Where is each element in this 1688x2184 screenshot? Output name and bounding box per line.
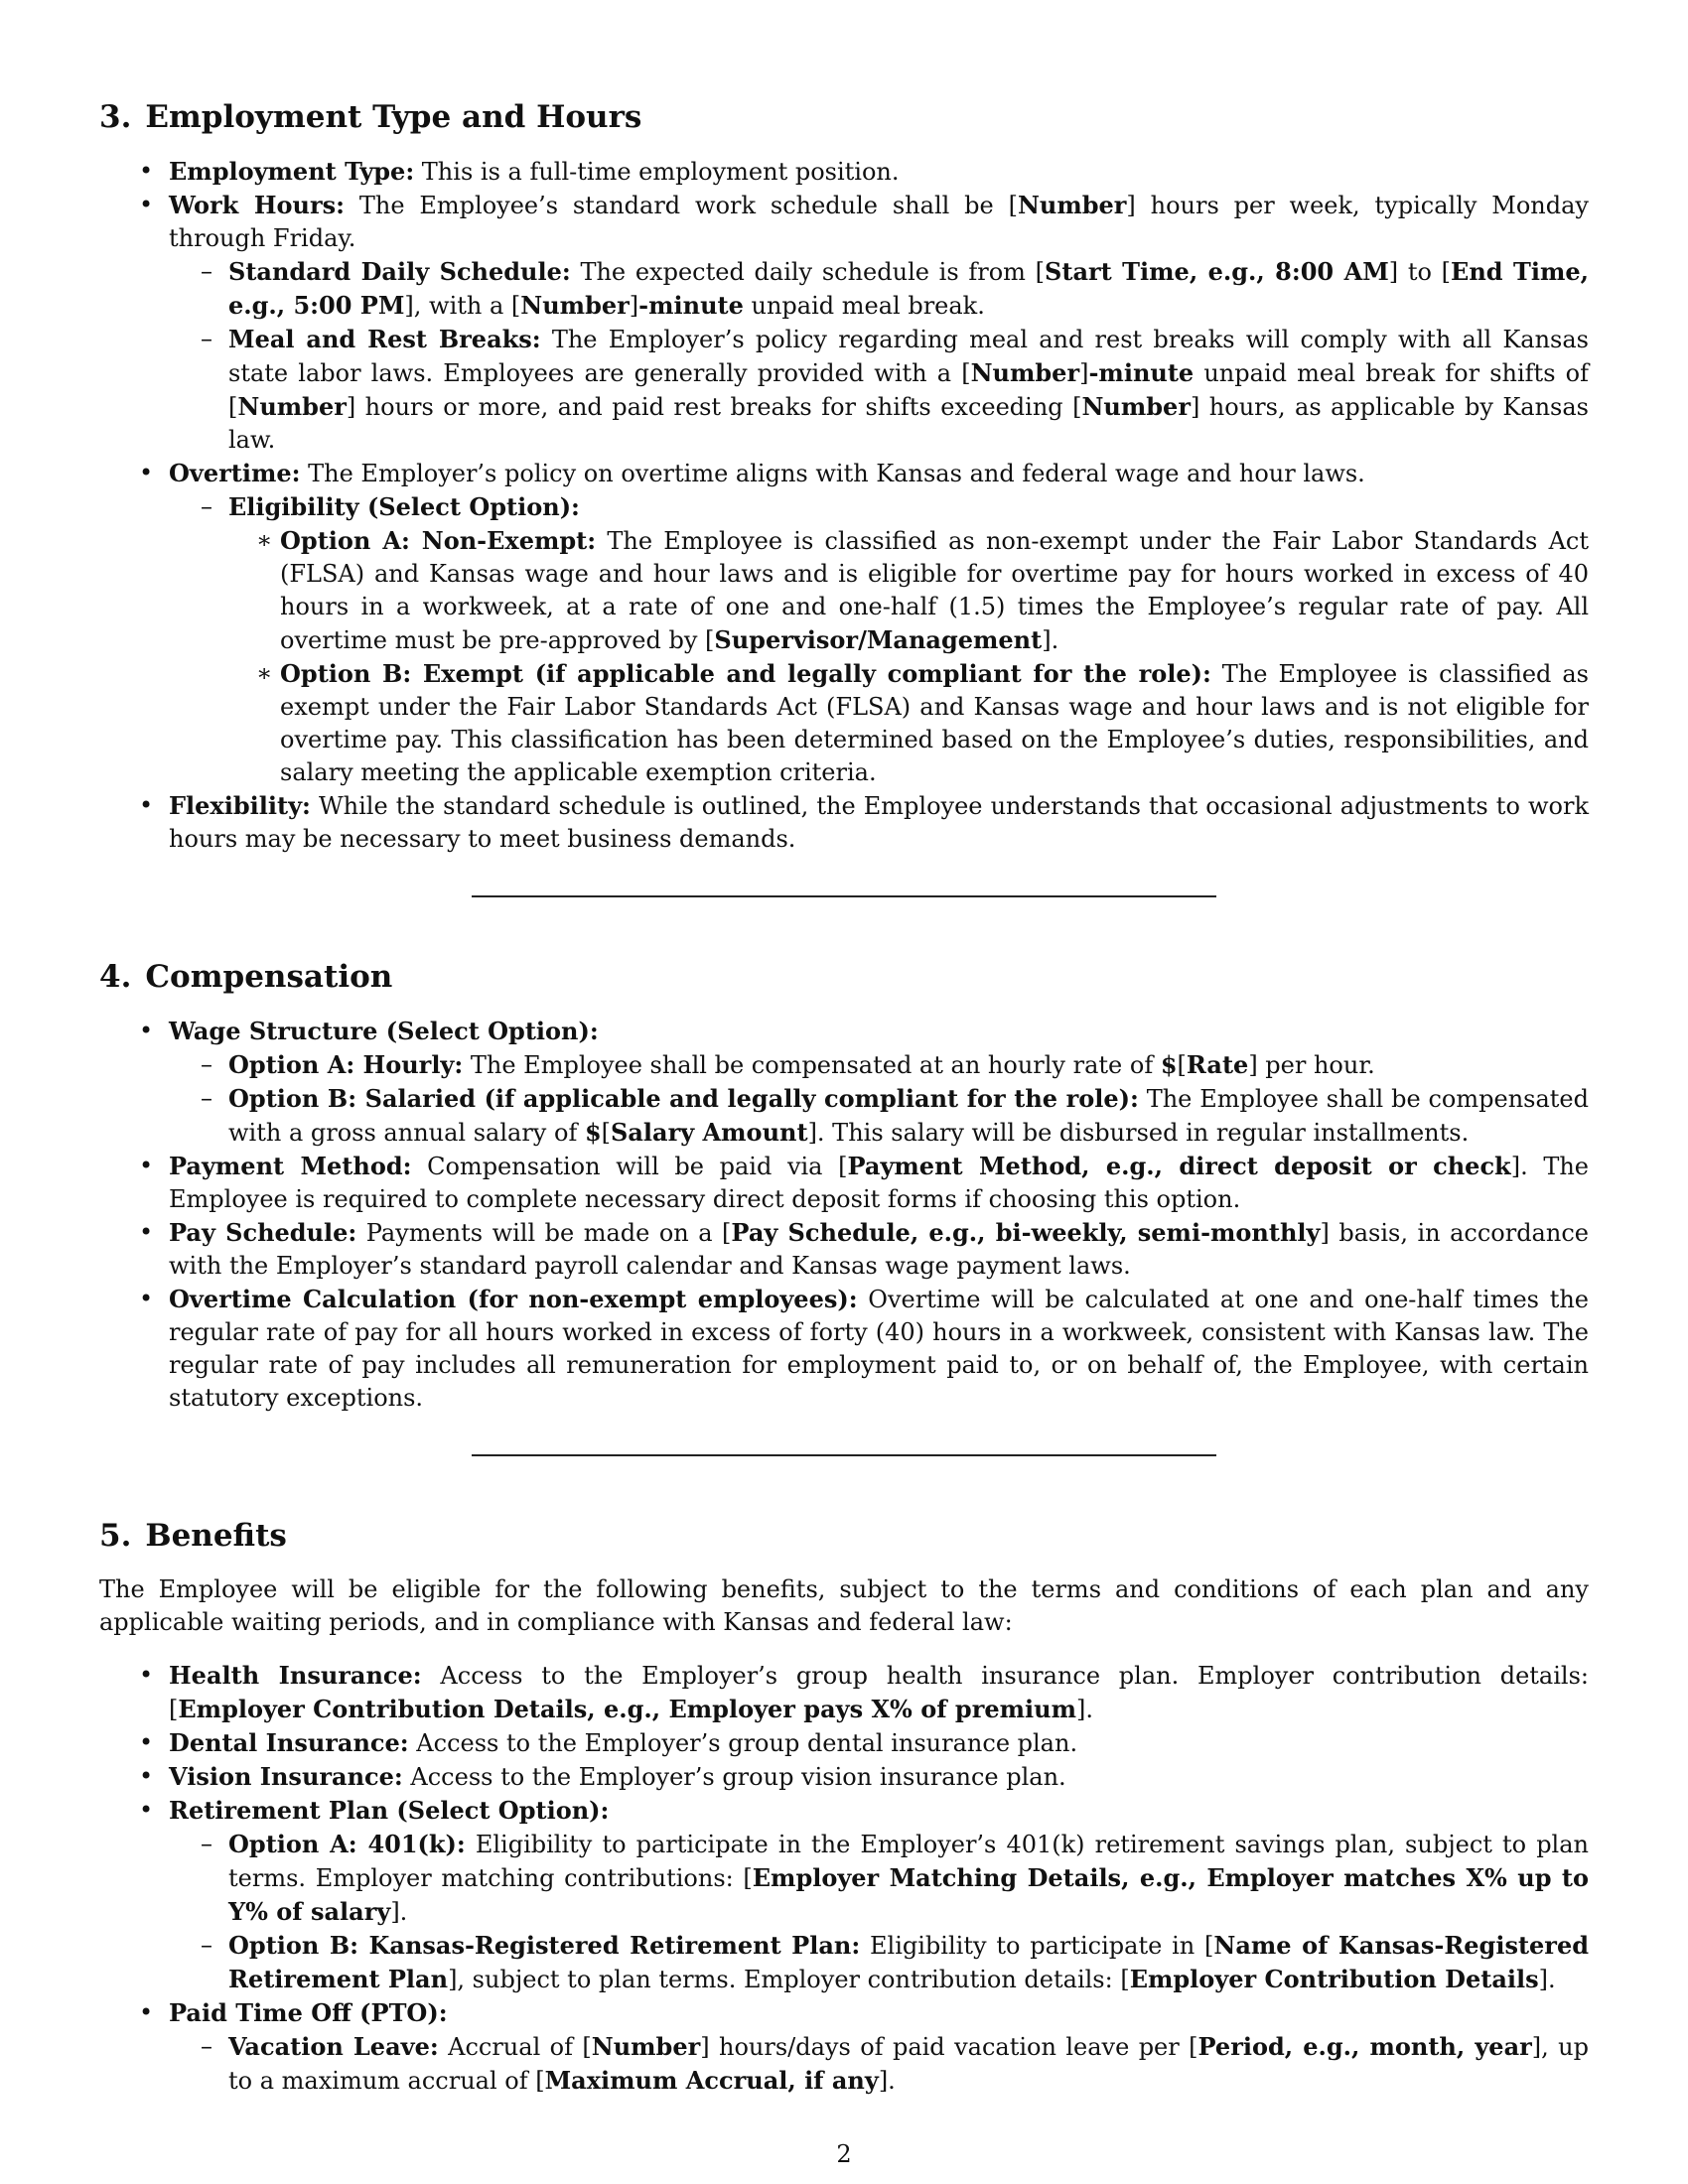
item-label: Retirement Plan (Select Option): (169, 1796, 610, 1825)
option-non-exempt (228, 524, 1589, 657)
option-hourly (169, 1048, 1589, 1082)
item-text: While the standard schedule is outlined, the Employee understands that occasional adjustments to work hours may be necessary to meet business demands. (169, 792, 1589, 853)
list-item-flexibility (99, 789, 1589, 856)
placeholder-field: Number (970, 358, 1080, 387)
item-text: ] to [ (1388, 258, 1452, 286)
list-item-employment-type (99, 155, 1589, 189)
item-text: ], up to a maximum accrual of [ (228, 2033, 1590, 2095)
item-label: Eligibility (Select Option): (228, 492, 580, 521)
placeholder-field: Number (1017, 191, 1127, 219)
item-text: The Employee is classified as exempt under the Fair Labor Standards Act (FLSA) and Kansas wage and hour laws and is not eligible for overtime pay. This classification has been determined based on the Employee’s duties, responsibilities, and salary meeting the applicable exemption criteria. (280, 660, 1589, 786)
item-text: Access to the Employer’s group health insurance plan. Employer contribution details: [ (169, 1662, 1589, 1723)
item-text: ], subject to plan terms. Employer contribution details: [ (448, 1966, 1130, 1993)
section-title: Benefits (145, 1518, 287, 1554)
benefits-intro: The Employee will be eligible for the following benefits, subject to the terms and conditions of each plan and any applicable waiting periods, and in compliance with Kansas and federal law: (99, 1575, 1589, 1636)
item-label: Employment Type: (169, 157, 415, 186)
item-text: Overtime will be calculated at one and one-half times the regular rate of pay for all hours worked in excess of forty (40) hours in a workweek, consistent with Kansas law. The regular rate of pay includes all remuneration for employment paid to, or on behalf of, the Employee, with certain statutory exceptions. (169, 1286, 1589, 1412)
item-label: Vacation Leave: (228, 2032, 439, 2061)
list-item-pay-schedule (99, 1216, 1589, 1283)
placeholder-field: Payment Method, e.g., direct deposit or check (847, 1152, 1511, 1180)
item-label: Wage Structure (Select Option): (169, 1017, 599, 1045)
placeholder-field: Number (237, 392, 347, 421)
placeholder-field: Rate (1186, 1050, 1249, 1079)
item-text: [ (601, 1119, 612, 1147)
item-text: Payments will be made on a [ (356, 1219, 732, 1247)
item-label: Overtime Calculation (for non-exempt employees): (169, 1285, 858, 1313)
retirement-options (169, 1828, 1589, 1996)
item-text: ]. (1042, 626, 1059, 654)
section-title: Compensation (145, 959, 393, 995)
placeholder-field: Salary Amount (611, 1118, 808, 1147)
placeholder-field: Employer Contribution Details, e.g., Employer pays X% of premium (178, 1695, 1076, 1723)
item-label: Vision Insurance: (169, 1762, 403, 1791)
page-number: 2 (836, 2140, 852, 2168)
section-4-list (99, 1015, 1589, 1415)
item-label: Standard Daily Schedule: (228, 257, 571, 286)
item-text: The Employee shall be compensated with a gross annual salary of (228, 1085, 1589, 1147)
item-text: ] basis, in accordance with the Employer’s standard payroll calendar and Kansas wage payment laws. (169, 1219, 1589, 1280)
item-text: ] hours, as applicable by Kansas law. (228, 393, 1589, 454)
item-text: Eligibility to participate in [ (860, 1932, 1214, 1960)
item-label: Option B: Salaried (if applicable and legally compliant for the role): (228, 1084, 1139, 1113)
list-item-work-hours (99, 189, 1589, 457)
item-text: ] hours per week, typically Monday through Friday. (169, 192, 1589, 252)
section-number: 5. (99, 1518, 132, 1554)
item-text: ]. (878, 2067, 896, 2095)
placeholder-field: End Time, e.g., 5:00 PM (228, 257, 1589, 320)
placeholder-field: Period, e.g., month, year (1197, 2032, 1532, 2061)
list-item-wage-structure (99, 1015, 1589, 1150)
item-text: Eligibility to participate in the Employer’s 401(k) retirement savings plan, subject to plan terms. Employer matching contributions: [ (228, 1831, 1590, 1892)
placeholder-field: Name of Kansas-Registered Retirement Plan (228, 1931, 1590, 1993)
currency-symbol: $ (584, 1118, 602, 1147)
currency-symbol: $ (1160, 1050, 1178, 1079)
option-kansas-retirement-plan (169, 1929, 1589, 1996)
item-text: The expected daily schedule is from [ (570, 258, 1046, 286)
item-label: Meal and Rest Breaks: (228, 325, 541, 353)
list-item-standard-daily-schedule (169, 255, 1589, 323)
item-text: ] hours or more, and paid rest breaks for shifts exceeding [ (346, 393, 1082, 421)
list-item-retirement-plan (99, 1794, 1589, 1996)
list-item-vacation-leave (169, 2030, 1589, 2098)
item-text: The Employer’s policy on overtime aligns with Kansas and federal wage and hour laws. (300, 460, 1365, 487)
item-text: The Employer’s policy regarding meal and rest breaks will comply with all Kansas state labor laws. Employees are generally provided with a [ (228, 326, 1589, 387)
section-divider (472, 895, 1216, 897)
item-label: Work Hours: (169, 191, 346, 219)
list-item-paid-time-off (99, 1996, 1589, 2098)
item-label: Flexibility: (169, 791, 311, 820)
item-label: Paid Time Off (PTO): (169, 1998, 448, 2027)
item-text: ] hours/days of paid vacation leave per [ (700, 2033, 1198, 2061)
item-text: Access to the Employer’s group vision insurance plan. (402, 1763, 1066, 1791)
item-text: ]. (1075, 1696, 1093, 1723)
item-text: ]. (390, 1898, 408, 1926)
item-label: Pay Schedule: (169, 1218, 357, 1247)
item-text: The Employee’s standard work schedule shall be [ (345, 192, 1018, 219)
item-text: Compensation will be paid via [ (411, 1153, 848, 1180)
overtime-sublist (169, 490, 1589, 789)
placeholder-field: Maximum Accrual, if any (544, 2066, 879, 2095)
list-item-dental-insurance (99, 1726, 1589, 1760)
item-text: ], with a [ (404, 292, 521, 320)
list-item-meal-rest-breaks (169, 323, 1589, 457)
item-text: ]. (1538, 1966, 1556, 1993)
item-text: unpaid meal break. (743, 292, 985, 320)
pto-sublist (169, 2030, 1589, 2098)
placeholder-field: Number (1081, 392, 1191, 421)
item-label: Overtime: (169, 459, 301, 487)
item-label: Dental Insurance: (169, 1728, 409, 1757)
eligibility-options (228, 524, 1589, 789)
placeholder-field: Start Time, e.g., 8:00 AM (1045, 257, 1389, 286)
item-label: Option A: Hourly: (228, 1050, 464, 1079)
item-label: Option A: Non-Exempt: (280, 526, 597, 555)
placeholder-field: Number (591, 2032, 701, 2061)
item-label: Payment Method: (169, 1152, 412, 1180)
section-title: Employment Type and Hours (145, 99, 642, 135)
section-3-heading (99, 97, 1589, 137)
item-label: Health Insurance: (169, 1661, 422, 1690)
work-hours-sublist (169, 255, 1589, 457)
item-label: Option A: 401(k): (228, 1830, 466, 1858)
item-text: ]. The Employee is required to complete necessary direct deposit forms if choosing this option. (169, 1153, 1589, 1213)
item-text: The Employee shall be compensated at an hourly rate of (463, 1051, 1161, 1079)
section-number: 3. (99, 99, 132, 135)
list-item-overtime-calculation (99, 1283, 1589, 1415)
option-401k (169, 1828, 1589, 1929)
placeholder-field: Employer Matching Details, e.g., Employer matches X% up to Y% of salary (228, 1863, 1589, 1926)
section-4-heading (99, 957, 1589, 997)
list-item-eligibility (169, 490, 1589, 789)
section-3-list (99, 155, 1589, 856)
item-label: Option B: Exempt (if applicable and legally compliant for the role): (280, 659, 1211, 688)
item-text: Access to the Employer’s group dental insurance plan. (408, 1729, 1078, 1757)
section-number: 4. (99, 959, 132, 995)
list-item-health-insurance (99, 1659, 1589, 1726)
placeholder-field: Employer Contribution Details (1129, 1965, 1539, 1993)
document-page (99, 97, 1589, 2098)
item-text: ] (1079, 359, 1089, 387)
item-label: Option B: Kansas-Registered Retirement Plan: (228, 1931, 861, 1960)
item-text: unpaid meal break for shifts of [ (228, 359, 1589, 421)
option-salaried (169, 1082, 1589, 1150)
list-item-overtime (99, 457, 1589, 789)
placeholder-field: Pay Schedule, e.g., bi-weekly, semi-monthly (731, 1218, 1321, 1247)
placeholder-field: Number (520, 291, 630, 320)
option-exempt (228, 657, 1589, 789)
section-5-heading (99, 1516, 1589, 1556)
item-text: The Employee is classified as non-exempt under the Fair Labor Standards Act (FLSA) and Kansas wage and hour laws and is eligible for overtime pay for hours worked in excess of 40 hours in a workweek, at a rate of one and one-half (1.5) times the Employee’s regular rate of pay. All overtime must be pre-approved by [ (280, 527, 1590, 654)
list-item-vision-insurance (99, 1760, 1589, 1794)
placeholder-field: -minute (638, 291, 744, 320)
item-text: ]. This salary will be disbursed in regular installments. (807, 1119, 1470, 1147)
item-text: ] per hour. (1248, 1051, 1375, 1079)
item-text: This is a full-time employment position. (414, 158, 900, 186)
list-item-payment-method (99, 1150, 1589, 1216)
placeholder-field: Supervisor/Management (714, 625, 1043, 654)
item-text: ] (629, 292, 639, 320)
item-text: [ (1177, 1051, 1187, 1079)
item-text: Accrual of [ (438, 2033, 592, 2061)
section-5-list (99, 1659, 1589, 2098)
placeholder-field: -minute (1088, 358, 1195, 387)
wage-options (169, 1048, 1589, 1150)
section-divider (472, 1454, 1216, 1456)
